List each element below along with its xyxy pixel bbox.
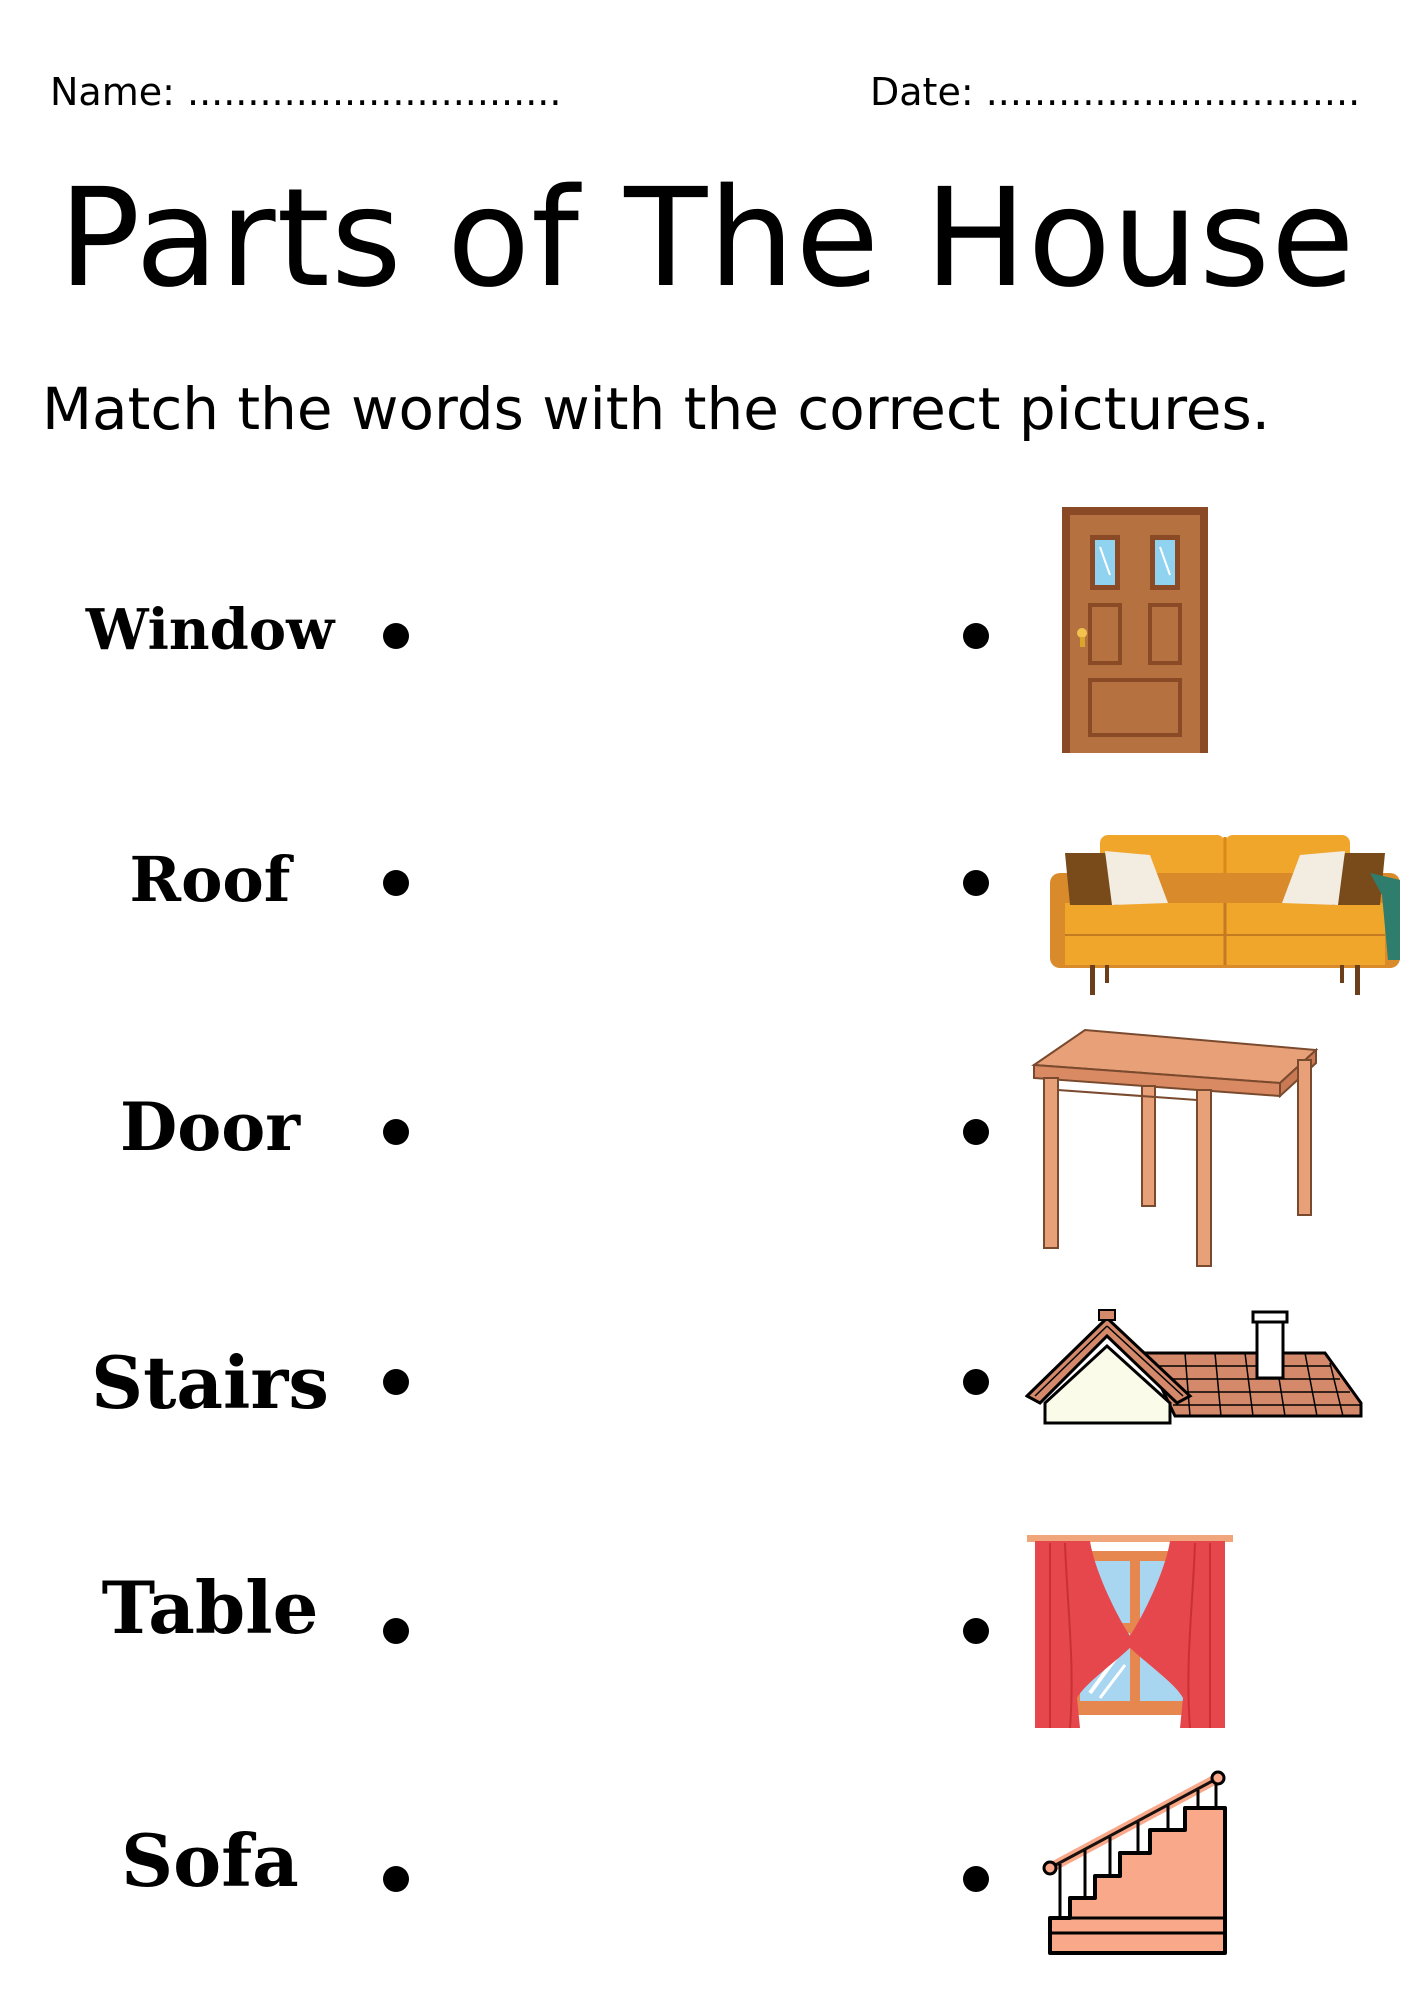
left-dot-door[interactable] (383, 1119, 409, 1145)
left-dot-window[interactable] (383, 623, 409, 649)
name-field-label: Name: ............................... (50, 70, 562, 114)
word-table: Table (101, 1565, 319, 1650)
stairs-icon (1040, 1768, 1230, 1958)
right-dot-window[interactable] (963, 1618, 989, 1644)
left-dot-roof[interactable] (383, 870, 409, 896)
door-icon (1060, 505, 1210, 755)
sofa-icon (1050, 835, 1400, 995)
right-dot-roof[interactable] (963, 1369, 989, 1395)
page-title: Parts of The House (58, 160, 1356, 318)
right-dot-sofa[interactable] (963, 870, 989, 896)
word-door: Door (119, 1088, 301, 1166)
left-dot-stairs[interactable] (383, 1369, 409, 1395)
word-stairs: Stairs (91, 1340, 329, 1425)
table-icon (1030, 1028, 1320, 1268)
roof-icon (1025, 1308, 1363, 1428)
window-icon (1025, 1533, 1235, 1733)
right-dot-table[interactable] (963, 1119, 989, 1145)
word-roof: Roof (129, 843, 291, 916)
left-dot-table[interactable] (383, 1618, 409, 1644)
left-dot-sofa[interactable] (383, 1866, 409, 1892)
word-sofa: Sofa (121, 1818, 299, 1903)
right-dot-stairs[interactable] (963, 1866, 989, 1892)
date-field-label: Date: ............................... (870, 70, 1361, 114)
word-window: Window (85, 597, 335, 663)
right-dot-door[interactable] (963, 623, 989, 649)
instruction-text: Match the words with the correct pictures. (42, 375, 1271, 443)
